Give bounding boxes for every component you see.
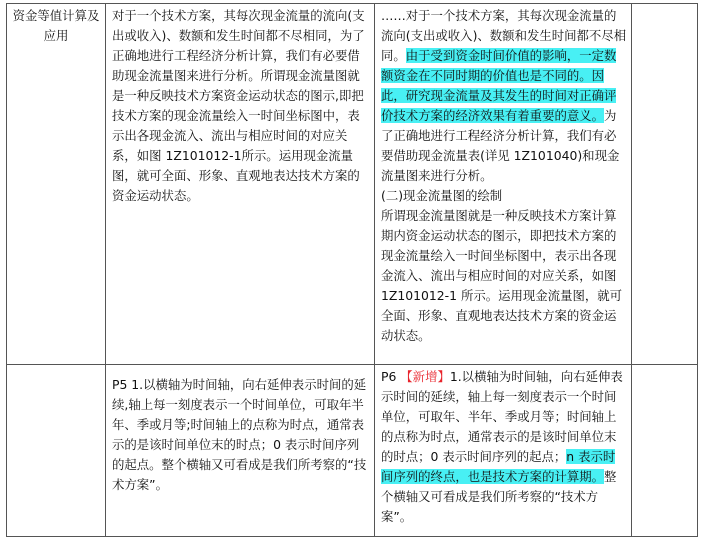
empty-note-cell (632, 4, 698, 365)
new-paragraph-part: 为了正确地进行工程经济分析计算，我们有必要借助现金流量表(详见 1Z101040)和现金流量图来进行分析。 (381, 108, 620, 183)
page-ref: P6 (381, 369, 401, 384)
new-paragraph-part: 1.以横轴为时间轴，向右延伸表示时间的延续，轴上每一刻度表示一个时间单位，可取年、半年、季或月等；时间轴上的点称为时点，通常表示的是该时间单位末的时点；0 表示时间序列的起点； (381, 369, 623, 464)
table-row (7, 4, 698, 365)
row-title: 资金等值计算及应用 (12, 8, 100, 43)
old-paragraph: P5 1.以横轴为时间轴，向右延伸表示时间的延续,轴上每一刻度表示一个时间单位，可取年半年、季或月等;时间轴上的点称为时点，通常表示的是该时间单位末的时点；0 表示时间序列的起点。整个横轴又可看成是我们所考察的“技术方案”。 (112, 377, 367, 492)
empty-title-cell (7, 365, 106, 537)
new-paragraph-part: 所谓现金流量图就是一种反映技术方案计算期内资金运动状态的图示，即把技术方案的现金流量绘入一时间坐标图中，表示出各现金流入、流出与相应时间的对应关系，如图 1Z101012-1 所示。运用现金流量图，就可全面、形象、直观地表达技术方案的资金运动状态。 (381, 208, 623, 343)
table-row (7, 365, 698, 537)
old-text-cell (106, 365, 375, 537)
subheading: (二)现金流量图的绘制 (381, 188, 503, 203)
new-paragraph-part: 整个横轴又可看成是我们所考察的“技术方案”。 (381, 469, 617, 524)
new-tag: 【新增】 (400, 369, 450, 384)
highlighted-new-text: n 表示时间序列的终点，也是技术方案的计算期。 (381, 449, 616, 484)
empty-note-cell (632, 365, 698, 537)
comparison-table (6, 3, 698, 537)
old-text-cell (106, 4, 375, 365)
new-paragraph-part: ……对于一个技术方案，其每次现金流量的流向(支出或收入)、数额和发生时间都不尽相同。 (381, 8, 627, 63)
row-title-cell (7, 4, 106, 365)
highlighted-new-text: 由于受到资金时间价值的影响，一定数额资金在不同时期的价值也是不同的。因此，研究现金流量及其发生的时间对正确评价技术方案的经济效果有着重要的意义。 (381, 48, 617, 123)
new-text-cell (375, 4, 632, 365)
new-text-cell (375, 365, 632, 537)
old-paragraph: 对于一个技术方案，其每次现金流量的流向(支出或收入)、数额和发生时间都不尽相同，为了正确地进行工程经济分析计算，我们有必要借助现金流量图来进行分析。所谓现金流量图就是一种反映技术方案资金运动状态的图示,即把技术方案的现金流量绘入一时间坐标图中，表示出各现金流入、流出与相应时间的对应关系，如图 1Z101012-1所示。运用现金流量图，就可全面、形象、直观地表达技术方案的资金运动状态。 (112, 8, 365, 203)
